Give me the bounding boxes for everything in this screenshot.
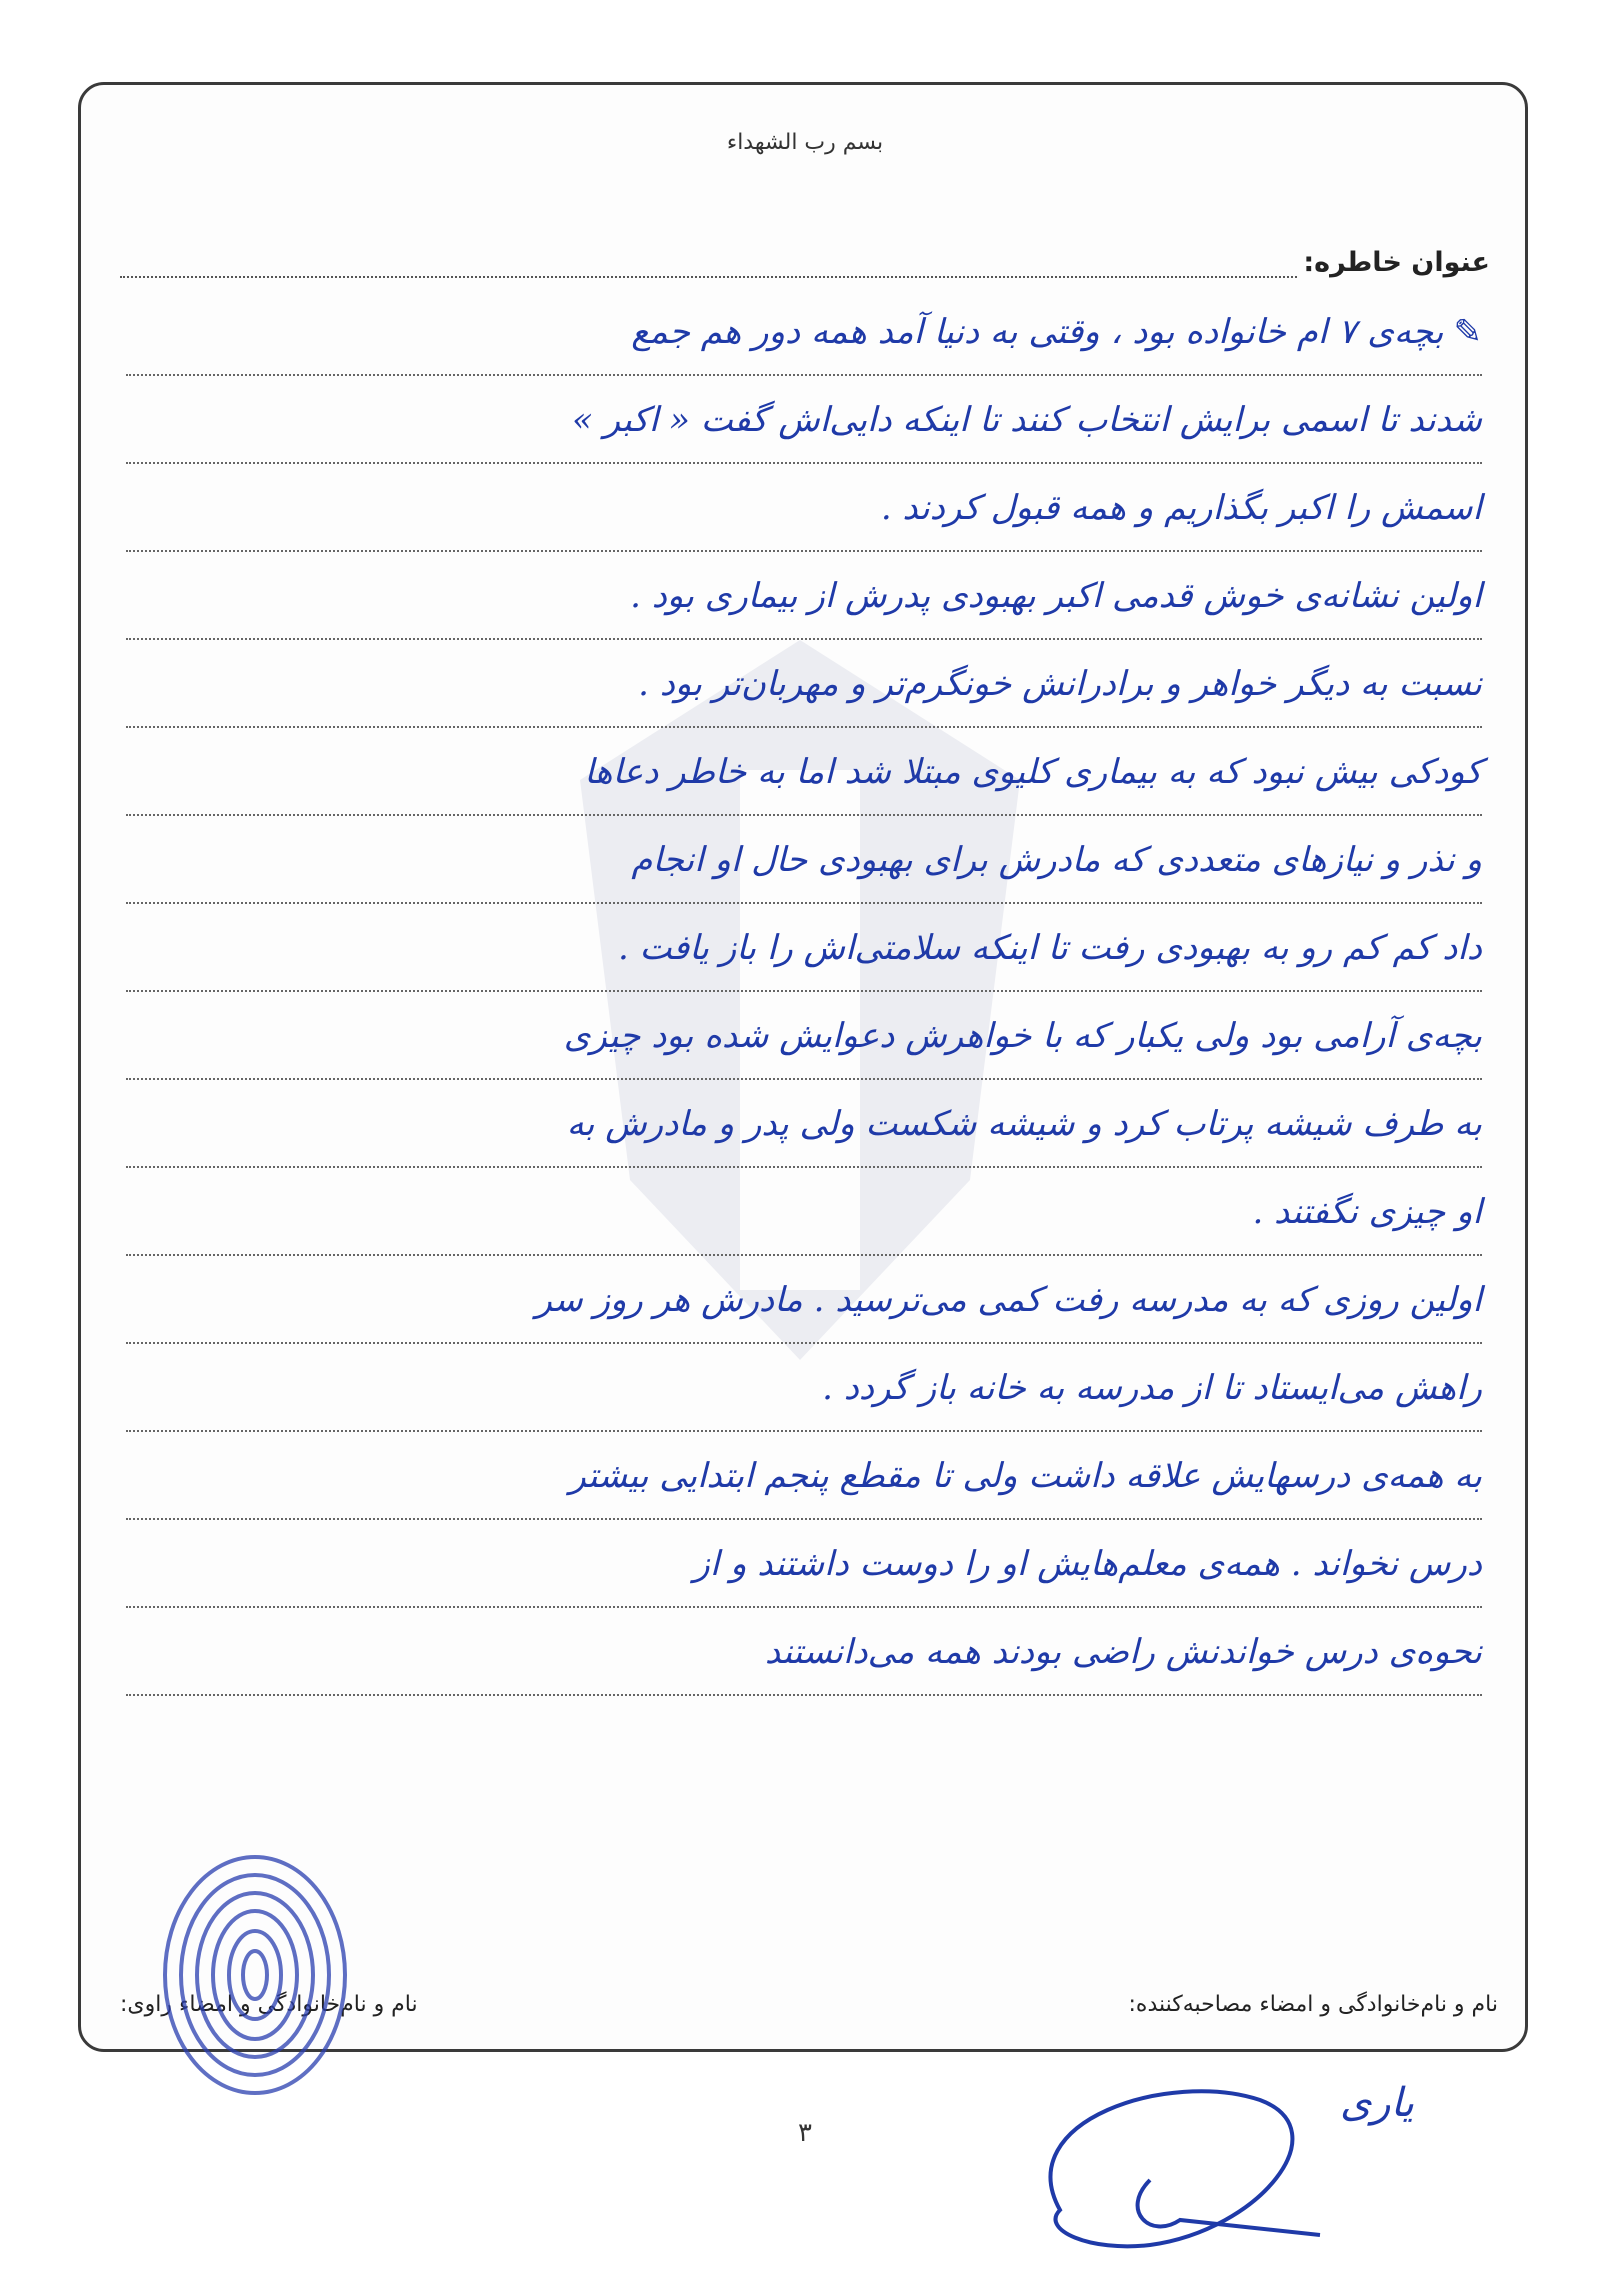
memoir-title-row — [120, 238, 1490, 278]
pen-icon: ✎ — [1453, 312, 1482, 352]
emblem-watermark-icon — [540, 620, 1060, 1380]
handwritten-line: به همه‌ی درسهایش علاقه داشت ولی تا مقطع پنجم ابتدایی بیشتر — [126, 1444, 1482, 1520]
handwritten-line: نحوه‌ی درس خواندنش راضی بودند همه می‌دانستند — [126, 1620, 1482, 1696]
handwritten-line: او چیزی نگفتند . — [126, 1180, 1482, 1256]
handwritten-line: داد کم کم رو به بهبودی رفت تا اینکه سلامتی‌اش را باز یافت . — [126, 916, 1482, 992]
signature-name: یاری — [1340, 2080, 1414, 2126]
interviewer-signature-label: نام و نام‌خانوادگی و امضاء مصاحبه‌کننده: — [1128, 1992, 1498, 2017]
handwritten-line: اولین روزی که به مدرسه رفت کمی می‌ترسید . مادرش هر روز سر — [126, 1268, 1482, 1344]
memoir-title-label: عنوان خاطره: — [1303, 247, 1490, 278]
fingerprint-stamp-icon — [150, 1845, 360, 2105]
handwritten-line: کودکی بیش نبود که به بیماری کلیوی مبتلا شد اما به خاطر دعاها — [126, 740, 1482, 816]
handwritten-line: و نذر و نیازهای متعددی که مادرش برای بهبودی حال او انجام — [126, 828, 1482, 904]
handwritten-line: راهش می‌ایستاد تا از مدرسه به خانه باز گردد . — [126, 1356, 1482, 1432]
page-number: ۳ — [798, 2118, 812, 2148]
handwritten-line: شدند تا اسمی برایش انتخاب کنند تا اینکه دایی‌اش گفت « اکبر » — [126, 388, 1482, 464]
handwritten-line: بچه‌ی آرامی بود ولی یکبار که با خواهرش دعوایش شده بود چیزی — [126, 1004, 1482, 1080]
narrator-signature-label: نام و نام‌خانوادگی و امضاء راوی: — [120, 1992, 418, 2017]
handwritten-line: اسمش را اکبر بگذاریم و همه قبول کردند . — [126, 476, 1482, 552]
handwritten-line: به طرف شیشه پرتاب کرد و شیشه شکست ولی پدر و مادرش به — [126, 1092, 1482, 1168]
handwritten-line: اولین نشانه‌ی خوش قدمی اکبر بهبودی پدرش از بیماری بود . — [126, 564, 1482, 640]
handwritten-signature-icon — [1000, 2060, 1340, 2260]
basmala-header: بسم رب الشهداء — [726, 130, 884, 155]
memoir-title-field[interactable] — [120, 252, 1297, 278]
handwritten-line: درس نخواند . همه‌ی معلم‌هایش او را دوست داشتند و از — [126, 1532, 1482, 1608]
handwritten-line: نسبت به دیگر خواهر و برادرانش خونگرم‌تر و مهربان‌تر بود . — [126, 652, 1482, 728]
handwritten-line: ✎بچه‌ی ۷ ام خانواده بود ، وقتی به دنیا آمد همه دور هم جمع — [126, 300, 1482, 376]
